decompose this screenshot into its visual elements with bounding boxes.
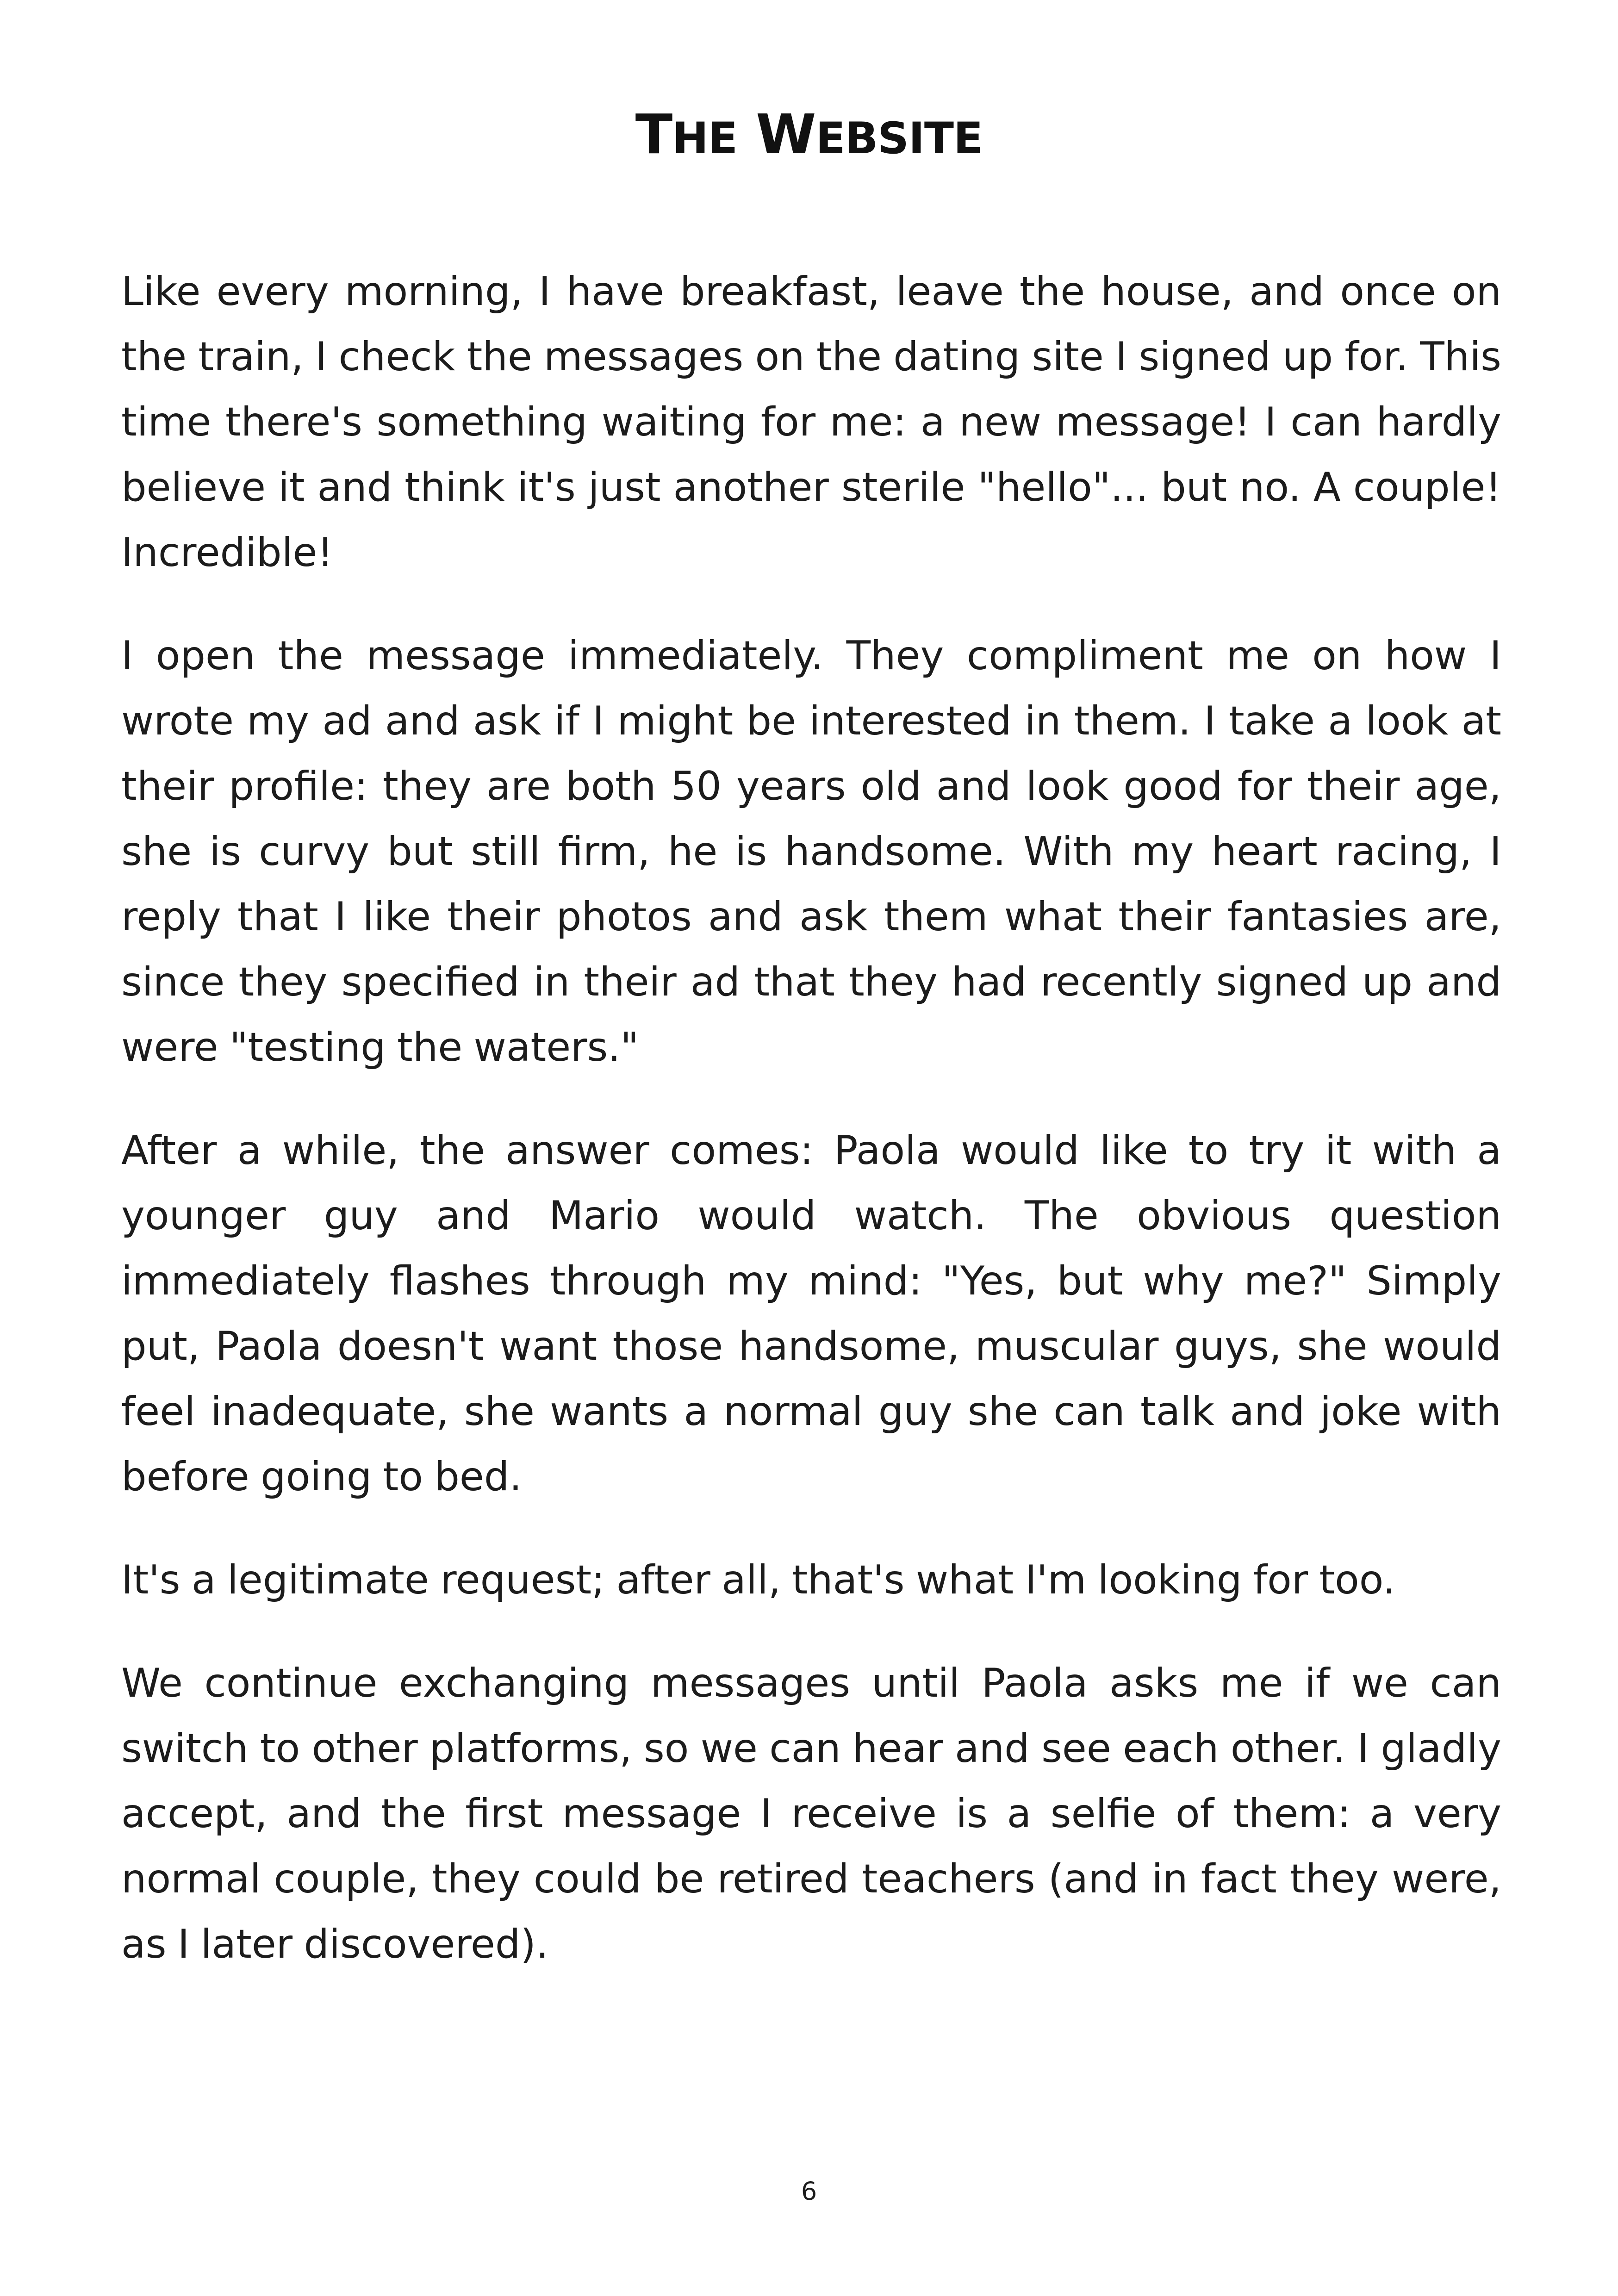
paragraph: Like every morning, I have breakfast, leave the house, and once on the train, I check the messages on the dating site I signed up for. This time there's something waiting for me: a new message! I can hardly believe it and think it's just another sterile "hello"... but no. A couple! Incredible! — [121, 268, 1501, 576]
paragraph: We continue exchanging messages until Paola asks me if we can switch to other platforms, so we can hear and see each other. I gladly accept, and the first message I receive is a selfie of them: a very normal couple, they could be retired teachers (and in fact they were, as I later discovered). — [121, 1660, 1501, 1967]
paragraph: I open the message immediately. They compliment me on how I wrote my ad and ask if I might be interested in them. I take a look at their profile: they are both 50 years old and look good for their age, she is curvy but still firm, he is handsome. With my heart racing, I reply that I like their photos and ask them what their fantasies are, since they specified in their ad that they had recently signed up and were "testing the waters." — [121, 633, 1501, 1070]
page-number: 6 — [801, 2177, 817, 2206]
body-text — [121, 259, 1501, 2015]
paragraph: It's a legitimate request; after all, that's what I'm looking for too. — [121, 1557, 1396, 1603]
paragraph: After a while, the answer comes: Paola would like to try it with a younger guy and Mario would watch. The obvious question immediately flashes through my mind: "Yes, but why me?" Simply put, Paola doesn't want those handsome, muscular guys, she would feel inadequate, she wants a normal guy she can talk and joke with before going to bed. — [121, 1127, 1501, 1500]
chapter-title: THE WEBSITE — [635, 102, 983, 166]
